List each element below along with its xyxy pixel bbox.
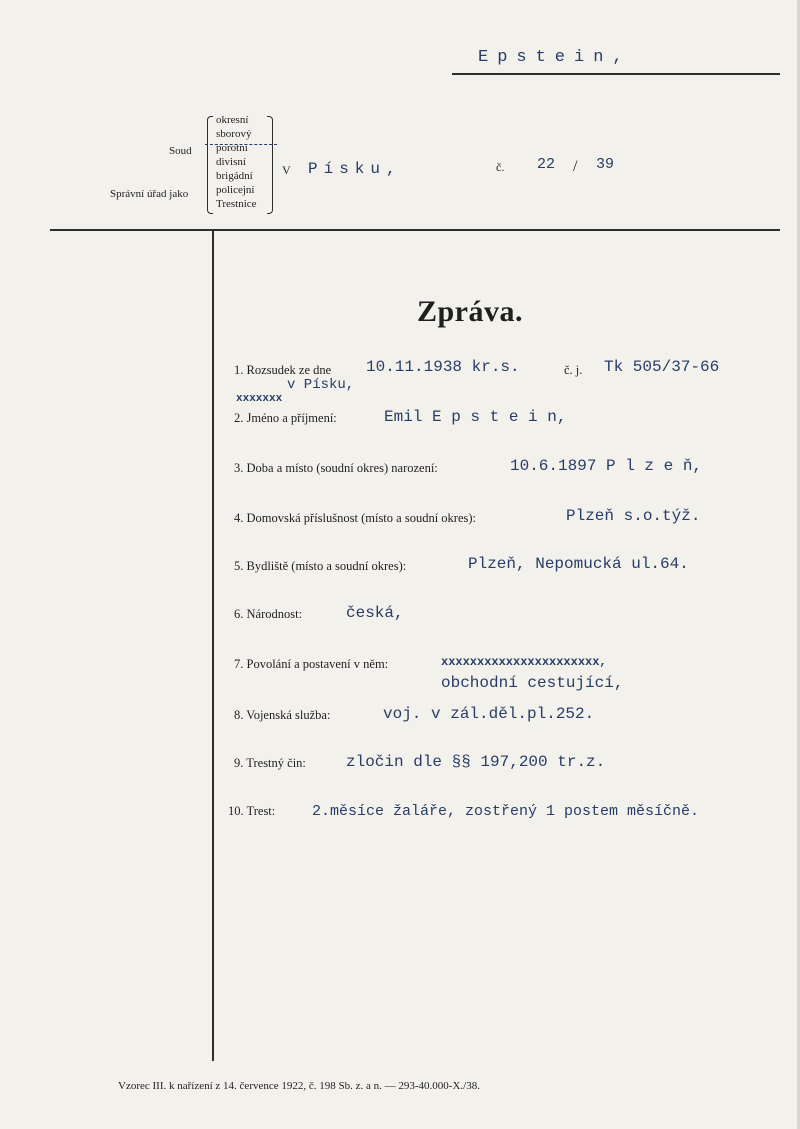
- header-name: Epstein,: [478, 48, 632, 67]
- top-rule: [452, 73, 780, 75]
- reference-number: Tk 505/37-66: [604, 358, 720, 376]
- item-9-label: [234, 756, 306, 771]
- item-number: 4.: [234, 511, 244, 525]
- court-option: Trestnice: [216, 198, 257, 210]
- item-label: Domovská příslušnost (místo a soudní okres):: [246, 511, 477, 525]
- item-number: 8.: [234, 708, 244, 722]
- report-title: Zpráva.: [416, 295, 523, 328]
- offense: zločin dle §§ 197,200 tr.z.: [346, 753, 606, 771]
- item-10-label: [228, 804, 275, 819]
- item-7-label: [234, 657, 388, 672]
- residence: Plzeň, Nepomucká ul.64.: [468, 555, 689, 573]
- judgment-place: v Písku,: [287, 377, 355, 393]
- struck-text: xxxxxxx: [236, 393, 283, 405]
- item-number: 7.: [234, 657, 244, 671]
- court-option: porotní: [216, 142, 248, 154]
- item-label: Doba a místo (soudní okres) narození:: [246, 461, 438, 475]
- item-number: 3.: [234, 461, 244, 475]
- item-8-label: [234, 708, 330, 723]
- place-prefix: V: [282, 163, 291, 177]
- admin-office-label: Správní úřad jako: [110, 188, 189, 200]
- court-option: okresní: [216, 114, 249, 126]
- item-6-label: [234, 607, 302, 622]
- court-options: [212, 113, 272, 211]
- court-option: policejní: [216, 184, 255, 196]
- birth-date-place: 10.6.1897 P l z e ň,: [510, 457, 703, 475]
- item-label: Vojenská služba:: [246, 708, 331, 722]
- item-number: 5.: [234, 559, 244, 573]
- domicile: Plzeň s.o.týž.: [566, 507, 701, 525]
- form-footer: Vzorec III. k nařízení z 14. července 1922, č. 198 Sb. z. a n. — 293-40.000-X./38.: [118, 1080, 480, 1092]
- sentence: 2.měsíce žaláře, zostřený 1 postem měsíčně.: [312, 803, 700, 820]
- item-5-label: [234, 559, 406, 574]
- occupation-struck: xxxxxxxxxxxxxxxxxxxxxx,: [441, 655, 607, 669]
- item-label: Bydliště (místo a soudní okres):: [246, 559, 407, 573]
- item-label: Národnost:: [246, 607, 303, 621]
- reference-label: č. j.: [564, 363, 583, 377]
- item-1-label: [234, 363, 331, 378]
- item-3-label: [234, 461, 438, 476]
- item-number: 9.: [234, 756, 244, 770]
- full-name: Emil E p s t e i n,: [384, 408, 567, 426]
- item-number: 10.: [228, 804, 244, 818]
- case-separator: /: [573, 158, 578, 175]
- judgment-date: 10.11.1938 kr.s.: [366, 358, 520, 376]
- court-selection-block: [110, 113, 310, 223]
- margin-line: [212, 231, 214, 1061]
- court-option: brigádní: [216, 170, 253, 182]
- military-service: voj. v zál.děl.pl.252.: [383, 705, 595, 723]
- header-rule: [50, 229, 780, 231]
- case-number-label: č.: [496, 160, 505, 174]
- item-label: Rozsudek ze dne: [246, 363, 332, 377]
- typed-strikethrough: [205, 144, 277, 145]
- item-number: 6.: [234, 607, 244, 621]
- occupation: obchodní cestující,: [441, 674, 624, 692]
- item-4-label: [234, 511, 476, 526]
- case-year: 39: [596, 156, 615, 173]
- item-number: 2.: [234, 411, 244, 425]
- item-label: Jméno a příjmení:: [246, 411, 337, 425]
- court-label: Soud: [169, 145, 192, 157]
- item-2-label: [234, 411, 337, 426]
- court-place: Písku,: [308, 160, 402, 178]
- court-option: divisní: [216, 156, 246, 168]
- item-label: Povolání a postavení v něm:: [246, 657, 389, 671]
- case-number: 22: [537, 156, 556, 173]
- item-label: Trest:: [246, 804, 276, 818]
- item-label: Trestný čin:: [246, 756, 306, 770]
- nationality: česká,: [346, 604, 404, 622]
- court-option: sborový: [216, 128, 252, 140]
- item-number: 1.: [234, 363, 244, 377]
